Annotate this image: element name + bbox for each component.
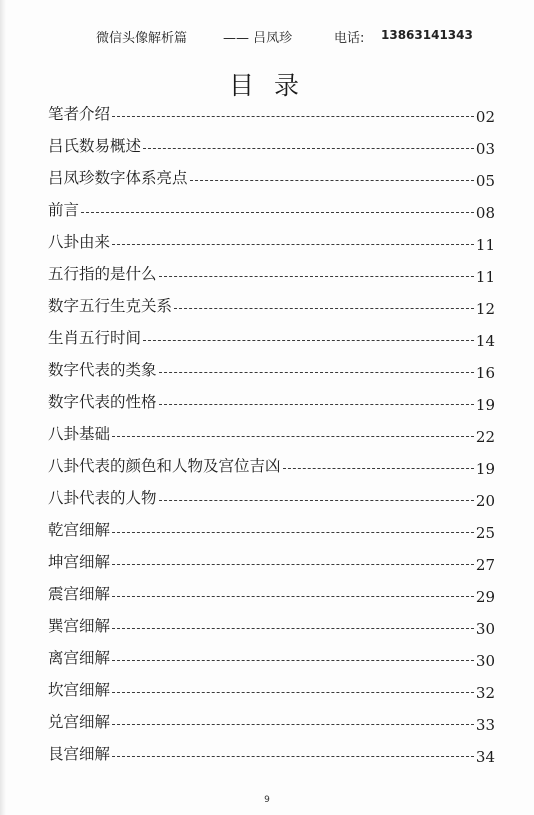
header-title: 微信头像解析篇: [96, 31, 188, 46]
toc-leader-dashes: [112, 564, 474, 565]
toc-entry: [48, 194, 495, 226]
toc-entry-label: 笔者介绍: [48, 105, 111, 123]
toc-entry: [48, 258, 495, 290]
toc-entry-label: 坤宫细解: [48, 553, 111, 571]
toc-entry: [48, 322, 495, 354]
toc-entry-page: 20: [475, 492, 495, 510]
toc-leader-dashes: [283, 468, 474, 469]
page-header: [0, 27, 534, 45]
toc-entry-label: 坎宫细解: [48, 681, 111, 699]
toc-entry-page: 12: [475, 300, 495, 318]
toc-leader-dashes: [112, 596, 474, 597]
toc-entry-label: 震宫细解: [48, 585, 111, 603]
toc-entry: [48, 386, 495, 418]
toc-leader-dashes: [174, 308, 474, 309]
toc-leader-dashes: [112, 244, 474, 245]
toc-entry: [48, 578, 495, 610]
toc-leader-dashes: [159, 404, 474, 405]
toc-leader-dashes: [112, 692, 474, 693]
toc-entry-label: 吕凤珍数字体系亮点: [48, 169, 188, 187]
table-of-contents: [48, 98, 495, 770]
toc-entry-label: 乾宫细解: [48, 521, 111, 539]
toc-entry-page: 30: [475, 652, 495, 670]
toc-entry-page: 19: [475, 460, 495, 478]
toc-leader-dashes: [81, 212, 474, 213]
toc-leader-dashes: [159, 500, 474, 501]
toc-entry-page: 11: [475, 236, 495, 254]
toc-heading: 目 录: [229, 71, 305, 100]
toc-entry-label: 巽宫细解: [48, 617, 111, 635]
toc-entry-page: 30: [475, 620, 495, 638]
header-phone-number: 13863141343: [381, 28, 473, 42]
toc-entry-page: 14: [475, 332, 495, 350]
header-phone-label: 电话:: [334, 31, 365, 46]
toc-entry-page: 11: [475, 268, 495, 286]
toc-leader-dashes: [112, 436, 474, 437]
toc-entry: [48, 610, 495, 642]
toc-entry: [48, 450, 495, 482]
toc-leader-dashes: [112, 660, 474, 661]
toc-entry-label: 八卦由来: [48, 233, 111, 251]
toc-entry-page: 27: [475, 556, 495, 574]
toc-entry-page: 34: [475, 748, 495, 766]
toc-entry: [48, 482, 495, 514]
toc-entry-page: 25: [475, 524, 495, 542]
toc-entry-page: 03: [475, 140, 495, 158]
toc-entry: [48, 98, 495, 130]
toc-entry: [48, 162, 495, 194]
toc-entry-page: 33: [475, 716, 495, 734]
toc-leader-dashes: [112, 532, 474, 533]
toc-entry-page: 22: [475, 428, 495, 446]
toc-entry-label: 数字代表的性格: [48, 393, 157, 411]
toc-leader-dashes: [159, 276, 474, 277]
toc-entry: [48, 354, 495, 386]
toc-entry: [48, 130, 495, 162]
toc-entry-label: 八卦代表的人物: [48, 489, 157, 507]
toc-entry-page: 32: [475, 684, 495, 702]
toc-entry-page: 16: [475, 364, 495, 382]
toc-entry: [48, 290, 495, 322]
toc-leader-dashes: [112, 756, 474, 757]
toc-leader-dashes: [190, 180, 474, 181]
toc-entry: [48, 418, 495, 450]
toc-leader-dashes: [112, 116, 474, 117]
toc-entry: [48, 642, 495, 674]
toc-entry-label: 八卦代表的颜色和人物及宫位吉凶: [48, 457, 281, 475]
toc-entry-label: 八卦基础: [48, 425, 111, 443]
toc-entry-label: 数字五行生克关系: [48, 297, 173, 315]
toc-entry-label: 数字代表的类象: [48, 361, 157, 379]
toc-leader-dashes: [159, 372, 474, 373]
toc-entry: [48, 514, 495, 546]
toc-entry-label: 兑宫细解: [48, 713, 111, 731]
toc-entry: [48, 226, 495, 258]
toc-entry-label: 生肖五行时间: [48, 329, 142, 347]
toc-entry-label: 五行指的是什么: [48, 265, 157, 283]
toc-entry-page: 19: [475, 396, 495, 414]
header-author: —— 吕凤珍: [223, 31, 293, 46]
toc-leader-dashes: [143, 148, 474, 149]
toc-entry-label: 艮宫细解: [48, 745, 111, 763]
toc-entry-page: 02: [475, 108, 495, 126]
toc-entry-page: 29: [475, 588, 495, 606]
toc-entry-label: 吕氏数易概述: [48, 137, 142, 155]
toc-entry: [48, 738, 495, 770]
toc-entry: [48, 674, 495, 706]
toc-leader-dashes: [112, 724, 474, 725]
toc-leader-dashes: [143, 340, 474, 341]
toc-entry-label: 离宫细解: [48, 649, 111, 667]
toc-entry-label: 前言: [48, 201, 80, 219]
toc-entry: [48, 706, 495, 738]
toc-entry-page: 05: [475, 172, 495, 190]
toc-entry: [48, 546, 495, 578]
toc-entry-page: 08: [475, 204, 495, 222]
toc-leader-dashes: [112, 628, 474, 629]
page-number: 9: [264, 795, 270, 805]
